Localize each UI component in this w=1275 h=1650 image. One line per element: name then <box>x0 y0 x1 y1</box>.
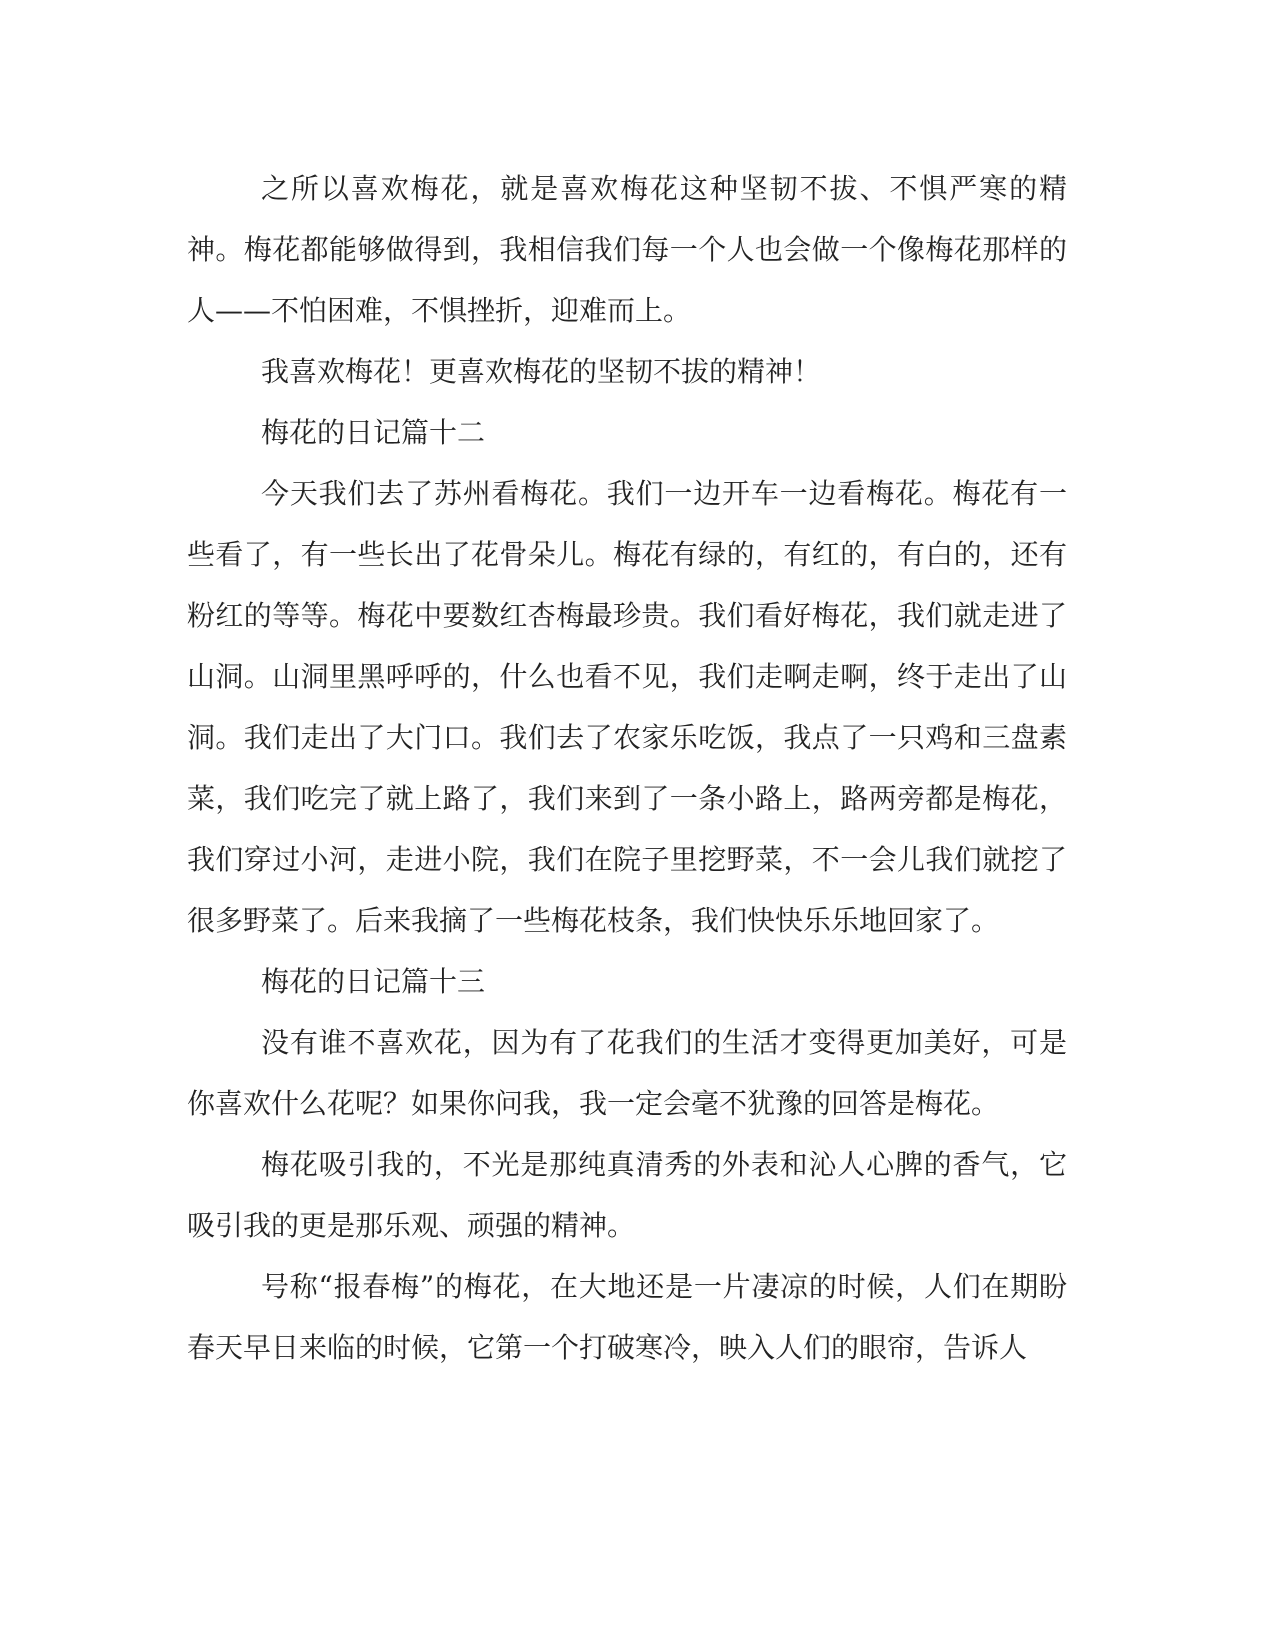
paragraph-5: 梅花吸引我的，不光是那纯真清秀的外表和沁人心脾的香气，它吸引我的更是那乐观、顽强的精神。 <box>187 1148 1067 1242</box>
section-heading-12: 梅花的日记篇十二 <box>261 416 486 449</box>
paragraph-2: 我喜欢梅花！更喜欢梅花的坚韧不拔的精神！ <box>261 355 822 388</box>
section-heading-13: 梅花的日记篇十三 <box>261 965 486 998</box>
document-body <box>187 158 1067 1378</box>
paragraph-6: 号称“报春梅”的梅花，在大地还是一片凄凉的时候，人们在期盼春天早日来临的时候，它第一个打破寒冷，映入人们的眼帘，告诉人 <box>187 1270 1067 1364</box>
paragraph-1: 之所以喜欢梅花，就是喜欢梅花这种坚韧不拔、不惧严寒的精神。梅花都能够做得到，我相信我们每一个人也会做一个像梅花那样的人——不怕困难，不惧挫折，迎难而上。 <box>187 172 1067 327</box>
paragraph-3: 今天我们去了苏州看梅花。我们一边开车一边看梅花。梅花有一些看了，有一些长出了花骨朵儿。梅花有绿的，有红的，有白的，还有粉红的等等。梅花中要数红杏梅最珍贵。我们看好梅花，我们就走进了山洞。山洞里黑呼呼的，什么也看不见，我们走啊走啊，终于走出了山洞。我们走出了大门口。我们去了农家乐吃饭，我点了一只鸡和三盘素菜，我们吃完了就上路了，我们来到了一条小路上，路两旁都是梅花，我们穿过小河，走进小院，我们在院子里挖野菜，不一会儿我们就挖了很多野菜了。后来我摘了一些梅花枝条，我们快快乐乐地回家了。 <box>187 477 1067 937</box>
paragraph-4: 没有谁不喜欢花，因为有了花我们的生活才变得更加美好，可是你喜欢什么花呢？如果你问我，我一定会毫不犹豫的回答是梅花。 <box>187 1026 1067 1120</box>
